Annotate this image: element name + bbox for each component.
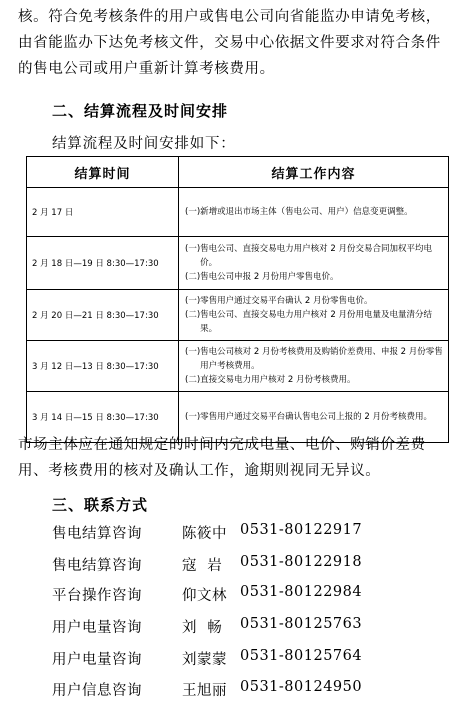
work-item [185,270,443,284]
table-header-row [27,157,449,188]
contact-name: 寇 岩 [182,558,223,574]
time-cell: 3 月 12 日—13 日 8:30—17:30 [27,341,179,392]
contact-row [52,554,362,575]
item-number: (一) [185,412,201,422]
header-time: 结算时间 [27,157,179,188]
table-row [27,237,449,290]
item-text: 售电公司申报 2 月份用户零售电价。 [200,272,339,282]
contact-row [52,522,362,543]
item-text: 零售用户通过交易平台确认 2 月份零售电价。 [200,296,373,306]
time-cell: 2 月 18 日—19 日 8:30—17:30 [27,237,179,290]
time-cell: 3 月 14 日—15 日 8:30—17:30 [27,392,179,443]
contact-row [52,679,362,700]
intro-paragraph: 核。符合免考核条件的用户或售电公司向省能监办申请免考核，由省能监办下达免考核文件，交易中心依据文件要求对符合条件的售电公司或用户重新计算考核费用。 [18,9,441,77]
table-row [27,290,449,341]
table-row [27,188,449,237]
item-number: (二) [185,272,201,282]
item-number: (一) [185,347,201,357]
work-cell [179,237,449,290]
work-item [185,308,443,336]
work-item [185,294,443,308]
contact-name: 刘蒙蒙 [182,652,227,668]
table-row [27,341,449,392]
work-cell [179,188,449,237]
contact-name: 刘 畅 [182,620,223,636]
item-text: 售电公司核对 2 月份考核费用及购销价差费用、申报 2 月份零售用户考核费用。 [200,347,443,371]
work-item [185,205,443,219]
item-number: (一) [185,207,201,217]
contact-name: 仰文林 [182,588,227,604]
contact-row [52,648,362,669]
item-text: 售电公司、直接交易电力用户核对 2 月份交易合同加权平均电价。 [200,244,432,268]
work-item [185,410,443,424]
item-number: (一) [185,244,201,254]
item-number: (一) [185,296,201,306]
contact-category: 售电结算咨询 [52,526,142,542]
item-text: 售电公司、直接交易电力用户核对 2 月份用电量及电量清分结果。 [200,310,432,334]
time-cell: 2 月 20 日—21 日 8:30—17:30 [27,290,179,341]
item-text: 直接交易电力用户核对 2 月份考核费用。 [200,375,356,385]
contact-phone: 0531-80122984 [240,584,363,600]
settlement-intro: 结算流程及时间安排如下： [52,136,236,152]
item-number: (二) [185,310,201,320]
work-cell [179,290,449,341]
contact-phone: 0531-80125764 [240,648,363,664]
item-number: (二) [185,375,201,385]
section-heading-contacts: 三、联系方式 [52,496,149,514]
contact-category: 用户信息咨询 [52,683,142,699]
settlement-schedule-table [26,156,449,443]
contact-phone: 0531-80122917 [240,522,363,538]
contact-category: 平台操作咨询 [52,588,142,604]
contact-category: 售电结算咨询 [52,558,142,574]
item-text: 新增或退出市场主体（售电公司、用户）信息变更调整。 [200,207,413,217]
contact-row [52,584,362,605]
section-heading-settlement: 二、结算流程及时间安排 [52,102,229,120]
contact-phone: 0531-80125763 [240,616,363,632]
deadline-note: 市场主体应在通知规定的时间内完成电量、电价、购销价差费用、考核费用的核对及确认工作，逾期则视同无异议。 [18,437,426,479]
contact-phone: 0531-80124950 [240,679,363,695]
work-item [185,242,443,270]
contact-category: 用户电量咨询 [52,620,142,636]
item-text: 零售用户通过交易平台确认售电公司上报的 2 月份考核费用。 [200,412,432,422]
contact-category: 用户电量咨询 [52,652,142,668]
contact-name: 王旭丽 [182,683,227,699]
contact-phone: 0531-80122918 [240,554,363,570]
time-cell: 2 月 17 日 [27,188,179,237]
work-cell [179,341,449,392]
contact-name: 陈筱中 [182,526,227,542]
work-item [185,345,443,373]
header-work: 结算工作内容 [179,157,449,188]
contact-row [52,616,362,637]
work-item [185,373,443,387]
